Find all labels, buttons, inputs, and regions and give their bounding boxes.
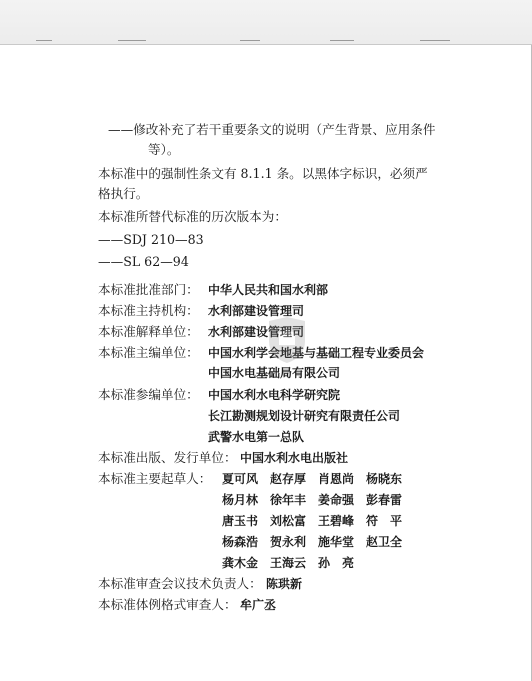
co-editor-label: 本标准参编单位： [98, 387, 199, 402]
drafters-row-1: 夏可风 赵存厚 肖恩尚 杨晓东 [222, 472, 403, 486]
drafters-label: 本标准主要起草人： [98, 471, 212, 486]
drafters-row-5: 龚木金 王海云 孙 亮 [222, 556, 355, 570]
drafters-row-2: 杨月林 徐年丰 姜命强 彭春雷 [222, 493, 403, 507]
co-editor-value-2: 长江勘测规划设计研究有限责任公司 [208, 409, 401, 423]
chief-editor-value-2: 中国水电基础局有限公司 [208, 366, 341, 380]
divider [420, 40, 450, 41]
co-editor-value-3: 武警水电第一总队 [208, 430, 305, 444]
publisher-label: 本标准出版、发行单位： [98, 450, 237, 465]
drafters-row-4: 杨森浩 贺永利 施华堂 赵卫全 [222, 535, 403, 549]
publisher-value: 中国水利水电出版社 [240, 451, 349, 465]
divider [118, 40, 146, 41]
review-lead-value: 陈珙新 [266, 577, 303, 591]
revision-note-line-1: ——修改补充了若干重要条文的说明（产生背景、应用条件 [108, 122, 436, 137]
format-reviewer-value: 牟广丞 [240, 598, 277, 612]
viewer-top-bar [0, 0, 532, 45]
interpret-value: 水利部建设管理司 [208, 325, 305, 339]
host-value: 水利部建设管理司 [208, 304, 305, 318]
approval-label: 本标准批准部门： [98, 282, 199, 297]
drafters-row-3: 唐玉书 刘松富 王碧峰 符 平 [222, 514, 403, 528]
chief-editor-label: 本标准主编单位： [98, 345, 199, 360]
co-editor-value-1: 中国水利水电科学研究院 [208, 388, 341, 402]
divider [36, 40, 52, 41]
approval-value: 中华人民共和国水利部 [208, 283, 329, 297]
format-reviewer-label: 本标准体例格式审查人： [98, 597, 237, 612]
divider [240, 40, 260, 41]
document-page [0, 45, 532, 681]
interpret-label: 本标准解释单位： [98, 324, 199, 339]
divider [330, 40, 354, 41]
mandatory-clause-line-1: 本标准中的强制性条文有 8.1.1 条。以黑体字标识，必须严 [98, 166, 428, 181]
revision-note-line-2: 等）。 [148, 142, 180, 157]
review-lead-label: 本标准审查会议技术负责人： [98, 576, 262, 591]
chief-editor-value-1: 中国水利学会地基与基础工程专业委员会 [208, 346, 425, 360]
history-version-2: ——SL 62—94 [98, 254, 189, 269]
mandatory-clause-line-2: 格执行。 [98, 186, 149, 201]
host-label: 本标准主持机构： [98, 303, 199, 318]
history-intro: 本标准所替代标准的历次版本为： [98, 209, 287, 224]
history-version-1: ——SDJ 210—83 [98, 232, 204, 247]
